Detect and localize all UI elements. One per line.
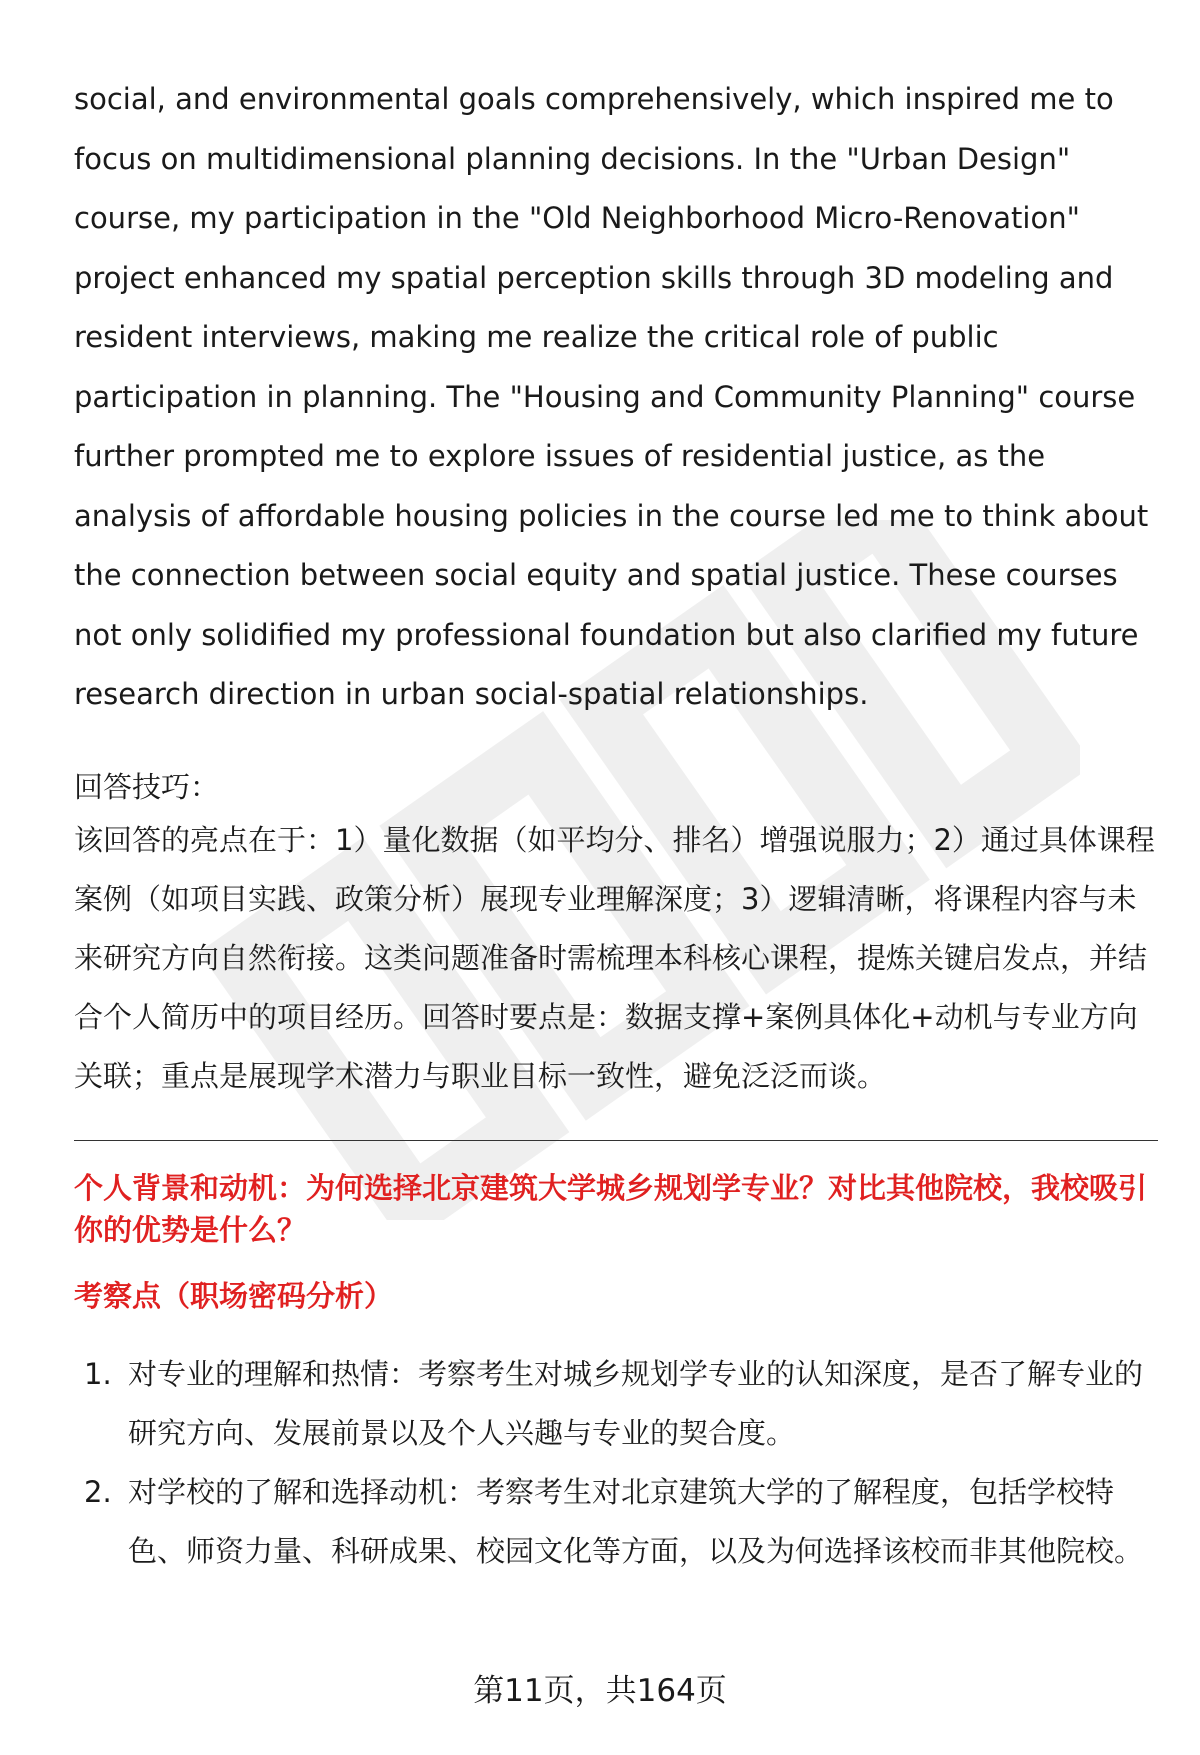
section-label: 考察点（职场密码分析） xyxy=(74,1278,394,1313)
page-footer: 第11页，共164页 xyxy=(473,1673,727,1709)
points-list xyxy=(74,1345,1158,1581)
list-item-text: 对专业的理解和热情：考察考生对城乡规划学专业的认知深度，是否了解专业的研究方向、发展前景以及个人兴趣与专业的契合度。 xyxy=(128,1356,1144,1450)
tips-label: 回答技巧： xyxy=(74,769,220,804)
tips-body: 该回答的亮点在于：1）量化数据（如平均分、排名）增强说服力；2）通过具体课程案例（如项目实践、政策分析）展现专业理解深度；3）逻辑清晰，将课程内容与未来研究方向自然衔接。这类问题准备时需梳理本科核心课程，提炼关键启发点，并结合个人简历中的项目经历。回答时要点是：数据支撑+案例具体化+动机与专业方向关联；重点是展现学术潜力与职业目标一致性，避免泛泛而谈。 xyxy=(74,822,1155,1093)
question-title: 个人背景和动机：为何选择北京建筑大学城乡规划学专业？对比其他院校，我校吸引你的优势是什么？ xyxy=(74,1170,1148,1247)
list-item-text: 对学校的了解和选择动机：考察考生对北京建筑大学的了解程度，包括学校特色、师资力量、科研成果、校园文化等方面，以及为何选择该校而非其他院校。 xyxy=(128,1474,1144,1568)
list-item xyxy=(74,1463,1158,1581)
list-item xyxy=(74,1345,1158,1463)
list-item-number: 1. xyxy=(84,1356,112,1391)
document-page xyxy=(74,70,1158,1581)
list-item-number: 2. xyxy=(84,1474,112,1509)
section-divider xyxy=(74,1140,1158,1141)
answer-paragraph: social, and environmental goals comprehensively, which inspired me to focus on multidimensional planning decisions. In the "Urban Design" course, my participation in the "Old Neighborhood Micro-Renovation" project enhanced my spatial perception skills through 3D modeling and resident interviews, making me realize the critical role of public participation in planning. The "Housing and Community Planning" course further prompted me to explore issues of residential justice, as the analysis of affordable housing policies in the course led me to think about the connection between social equity and spatial justice. These courses not only solidified my professional foundation but also clarified my future research direction in urban social-spatial relationships. xyxy=(74,82,1149,711)
